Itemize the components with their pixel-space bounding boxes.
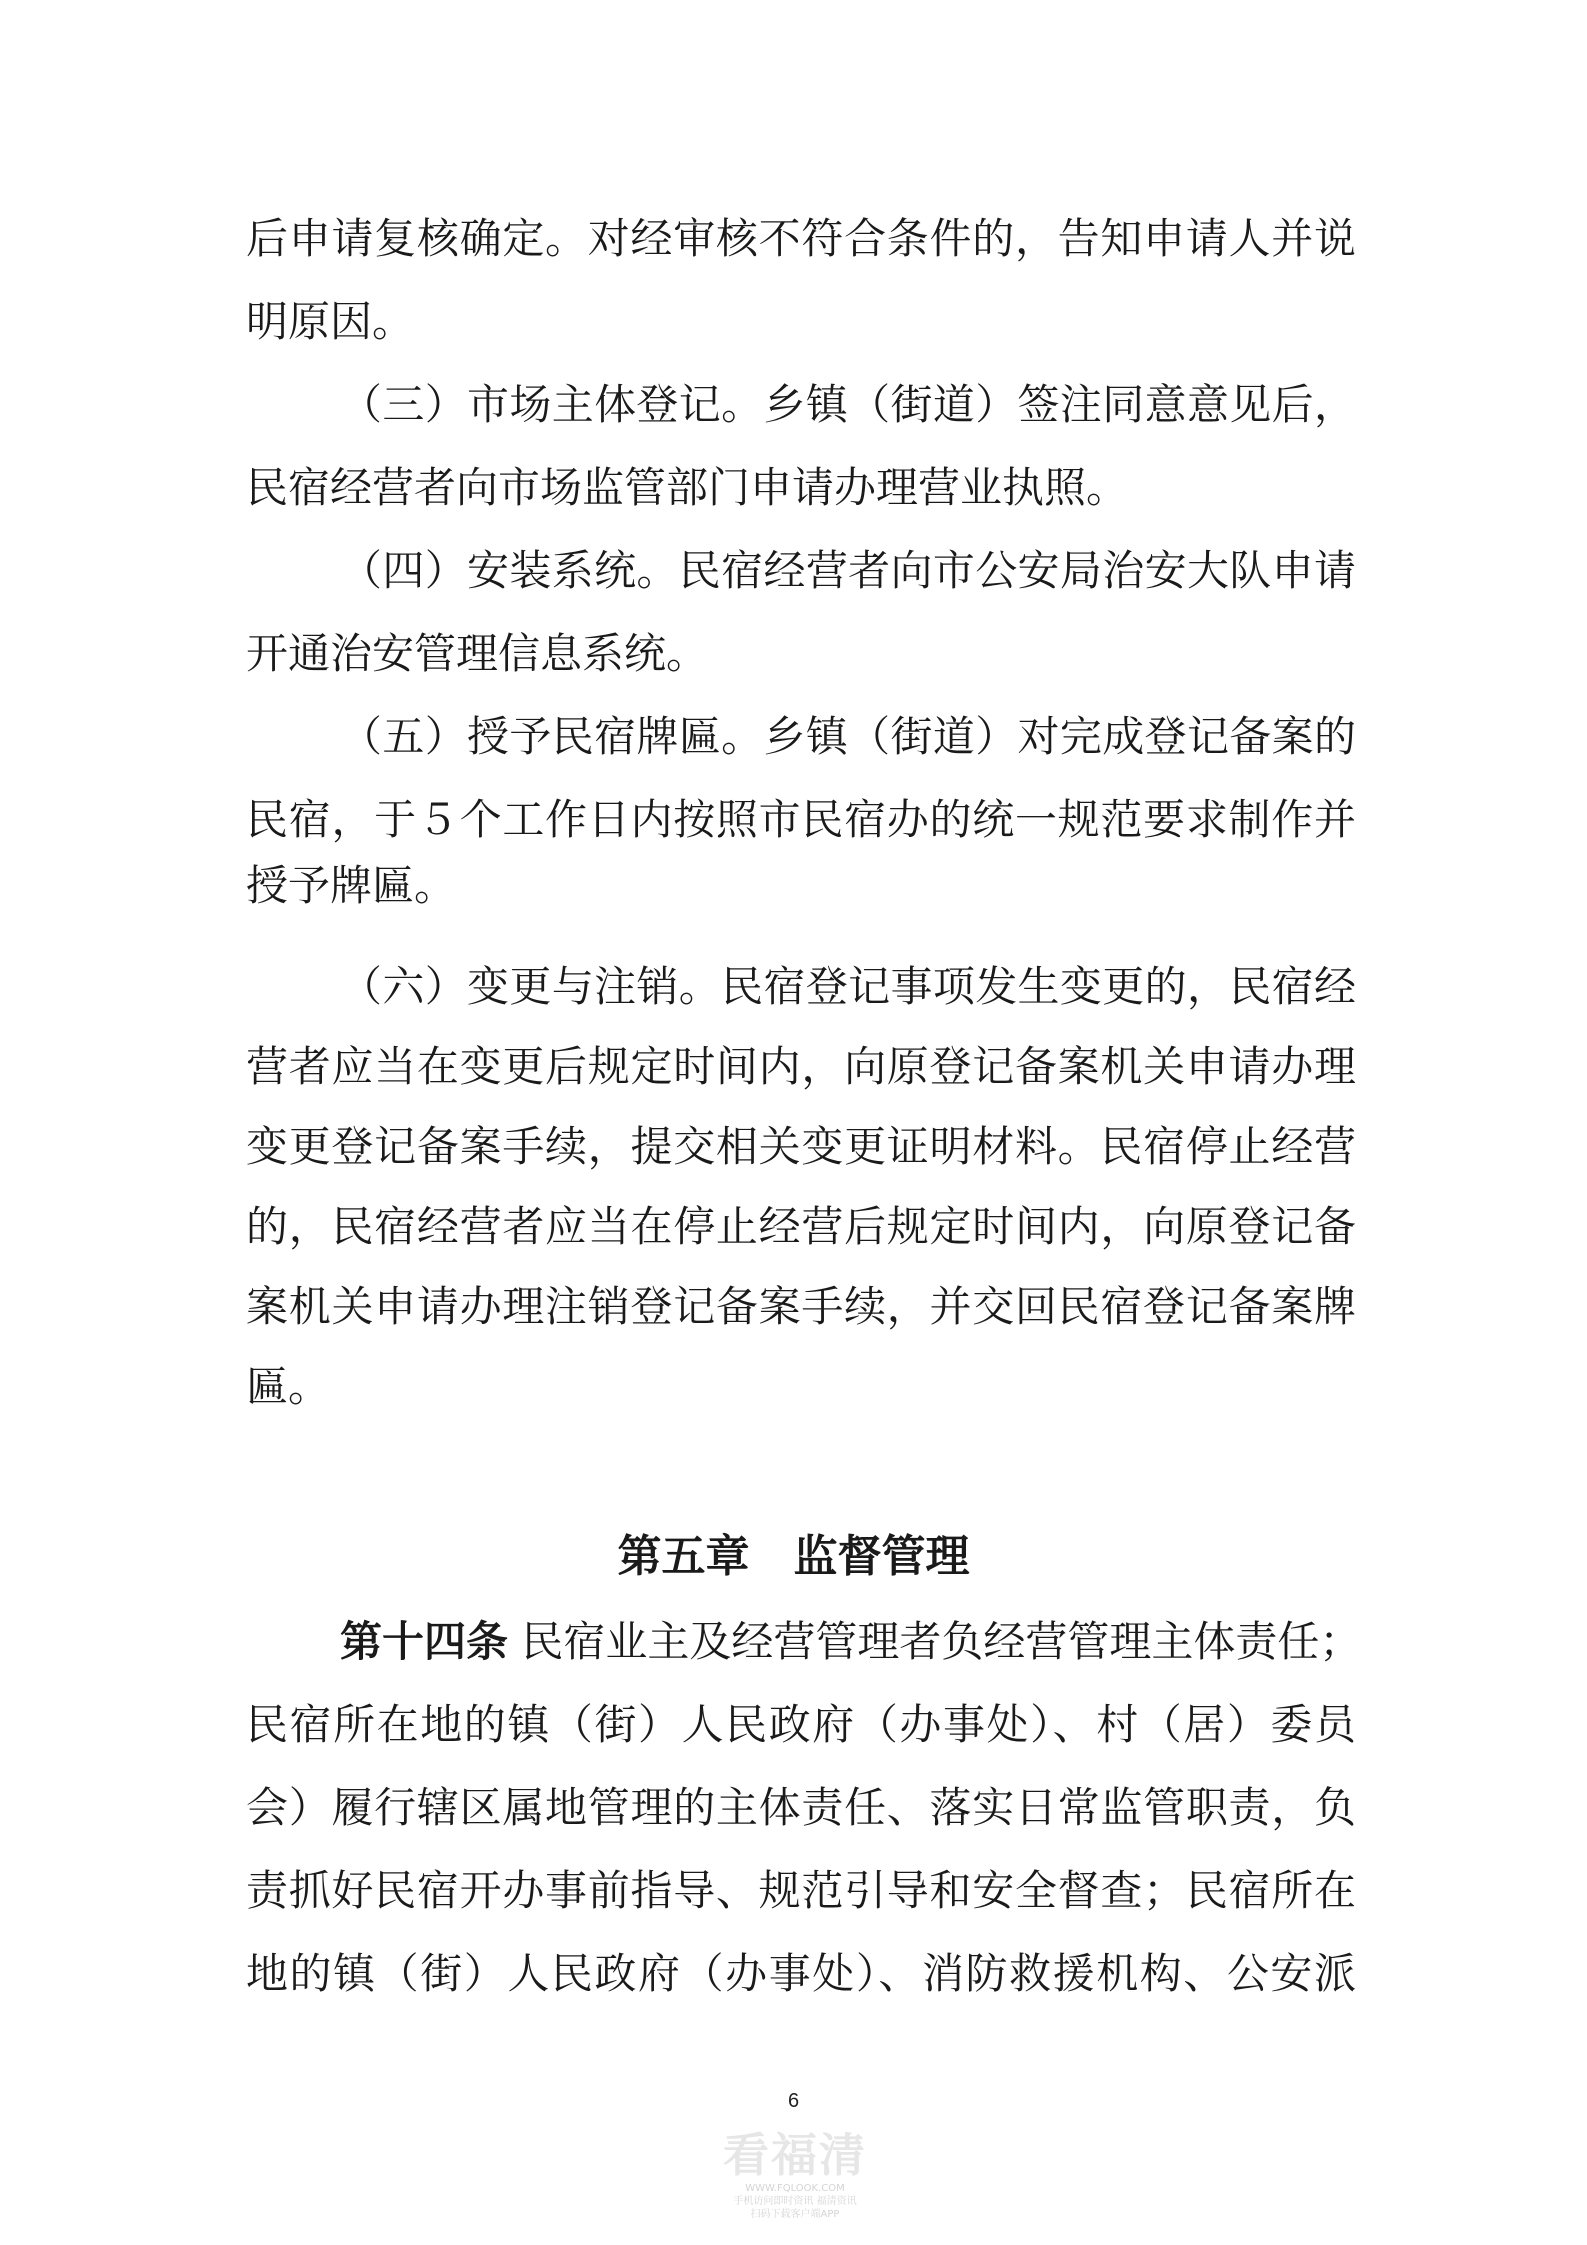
paragraph-line-11: 营者应当在变更后规定时间内，向原登记备案机关申请办理 (246, 1042, 1356, 1091)
paragraph-line-8: 民宿，于５个工作日内按照市民宿办的统一规范要求制作并 (246, 795, 1356, 844)
article-line-4: 责抓好民宿开办事前指导、规范引导和安全督查；民宿所在 (246, 1866, 1356, 1915)
page-number: 6 (787, 2090, 800, 2112)
watermark-main-text: 看福清 (723, 2128, 867, 2182)
article-line-3: 会）履行辖区属地管理的主体责任、落实日常监管职责，负 (246, 1783, 1356, 1832)
paragraph-line-14: 案机关申请办理注销登记备案手续，并交回民宿登记备案牌 (246, 1282, 1356, 1331)
article-line-5: 地的镇（街）人民政府（办事处）、消防救援机构、公安派 (246, 1949, 1356, 1998)
paragraph-line-7: （五）授予民宿牌匾。乡镇（街道）对完成登记备案的 (340, 712, 1356, 761)
article-first-line (340, 1612, 1362, 1672)
watermark-url: WWW.FQLOOK.COM (745, 2183, 845, 2194)
paragraph-line-12: 变更登记备案手续，提交相关变更证明材料。民宿停止经营 (246, 1122, 1356, 1171)
paragraph-line-4: 民宿经营者向市场监管部门申请办理营业执照。 (246, 463, 1129, 512)
paragraph-line-5: （四）安装系统。民宿经营者向市公安局治安大队申请 (340, 546, 1356, 595)
article-first-line-text: 民宿业主及经营管理者负经营管理主体责任； (521, 1617, 1362, 1666)
paragraph-line-3: （三）市场主体登记。乡镇（街道）签注同意意见后， (340, 380, 1356, 429)
watermark-sub-text-1: 手机访问即时资讯 福清资讯 (733, 2196, 857, 2207)
paragraph-line-1: 后申请复核确定。对经审核不符合条件的，告知申请人并说 (246, 214, 1356, 263)
paragraph-line-2: 明原因。 (246, 297, 415, 346)
article-line-2: 民宿所在地的镇（街）人民政府（办事处）、村（居）委员 (246, 1700, 1356, 1749)
paragraph-line-15: 匾。 (246, 1362, 331, 1411)
chapter-title: 第五章 监督管理 (617, 1531, 970, 1582)
paragraph-line-9: 授予牌匾。 (246, 861, 457, 910)
article-label: 第十四条 (340, 1617, 509, 1666)
paragraph-line-13: 的，民宿经营者应当在停止经营后规定时间内，向原登记备 (246, 1202, 1356, 1251)
watermark-sub-text-2: 扫码下载客户端APP (750, 2209, 840, 2220)
paragraph-line-10: （六）变更与注销。民宿登记事项发生变更的，民宿经 (340, 962, 1356, 1011)
paragraph-line-6: 开通治安管理信息系统。 (246, 629, 709, 678)
watermark-logo (720, 2128, 870, 2238)
